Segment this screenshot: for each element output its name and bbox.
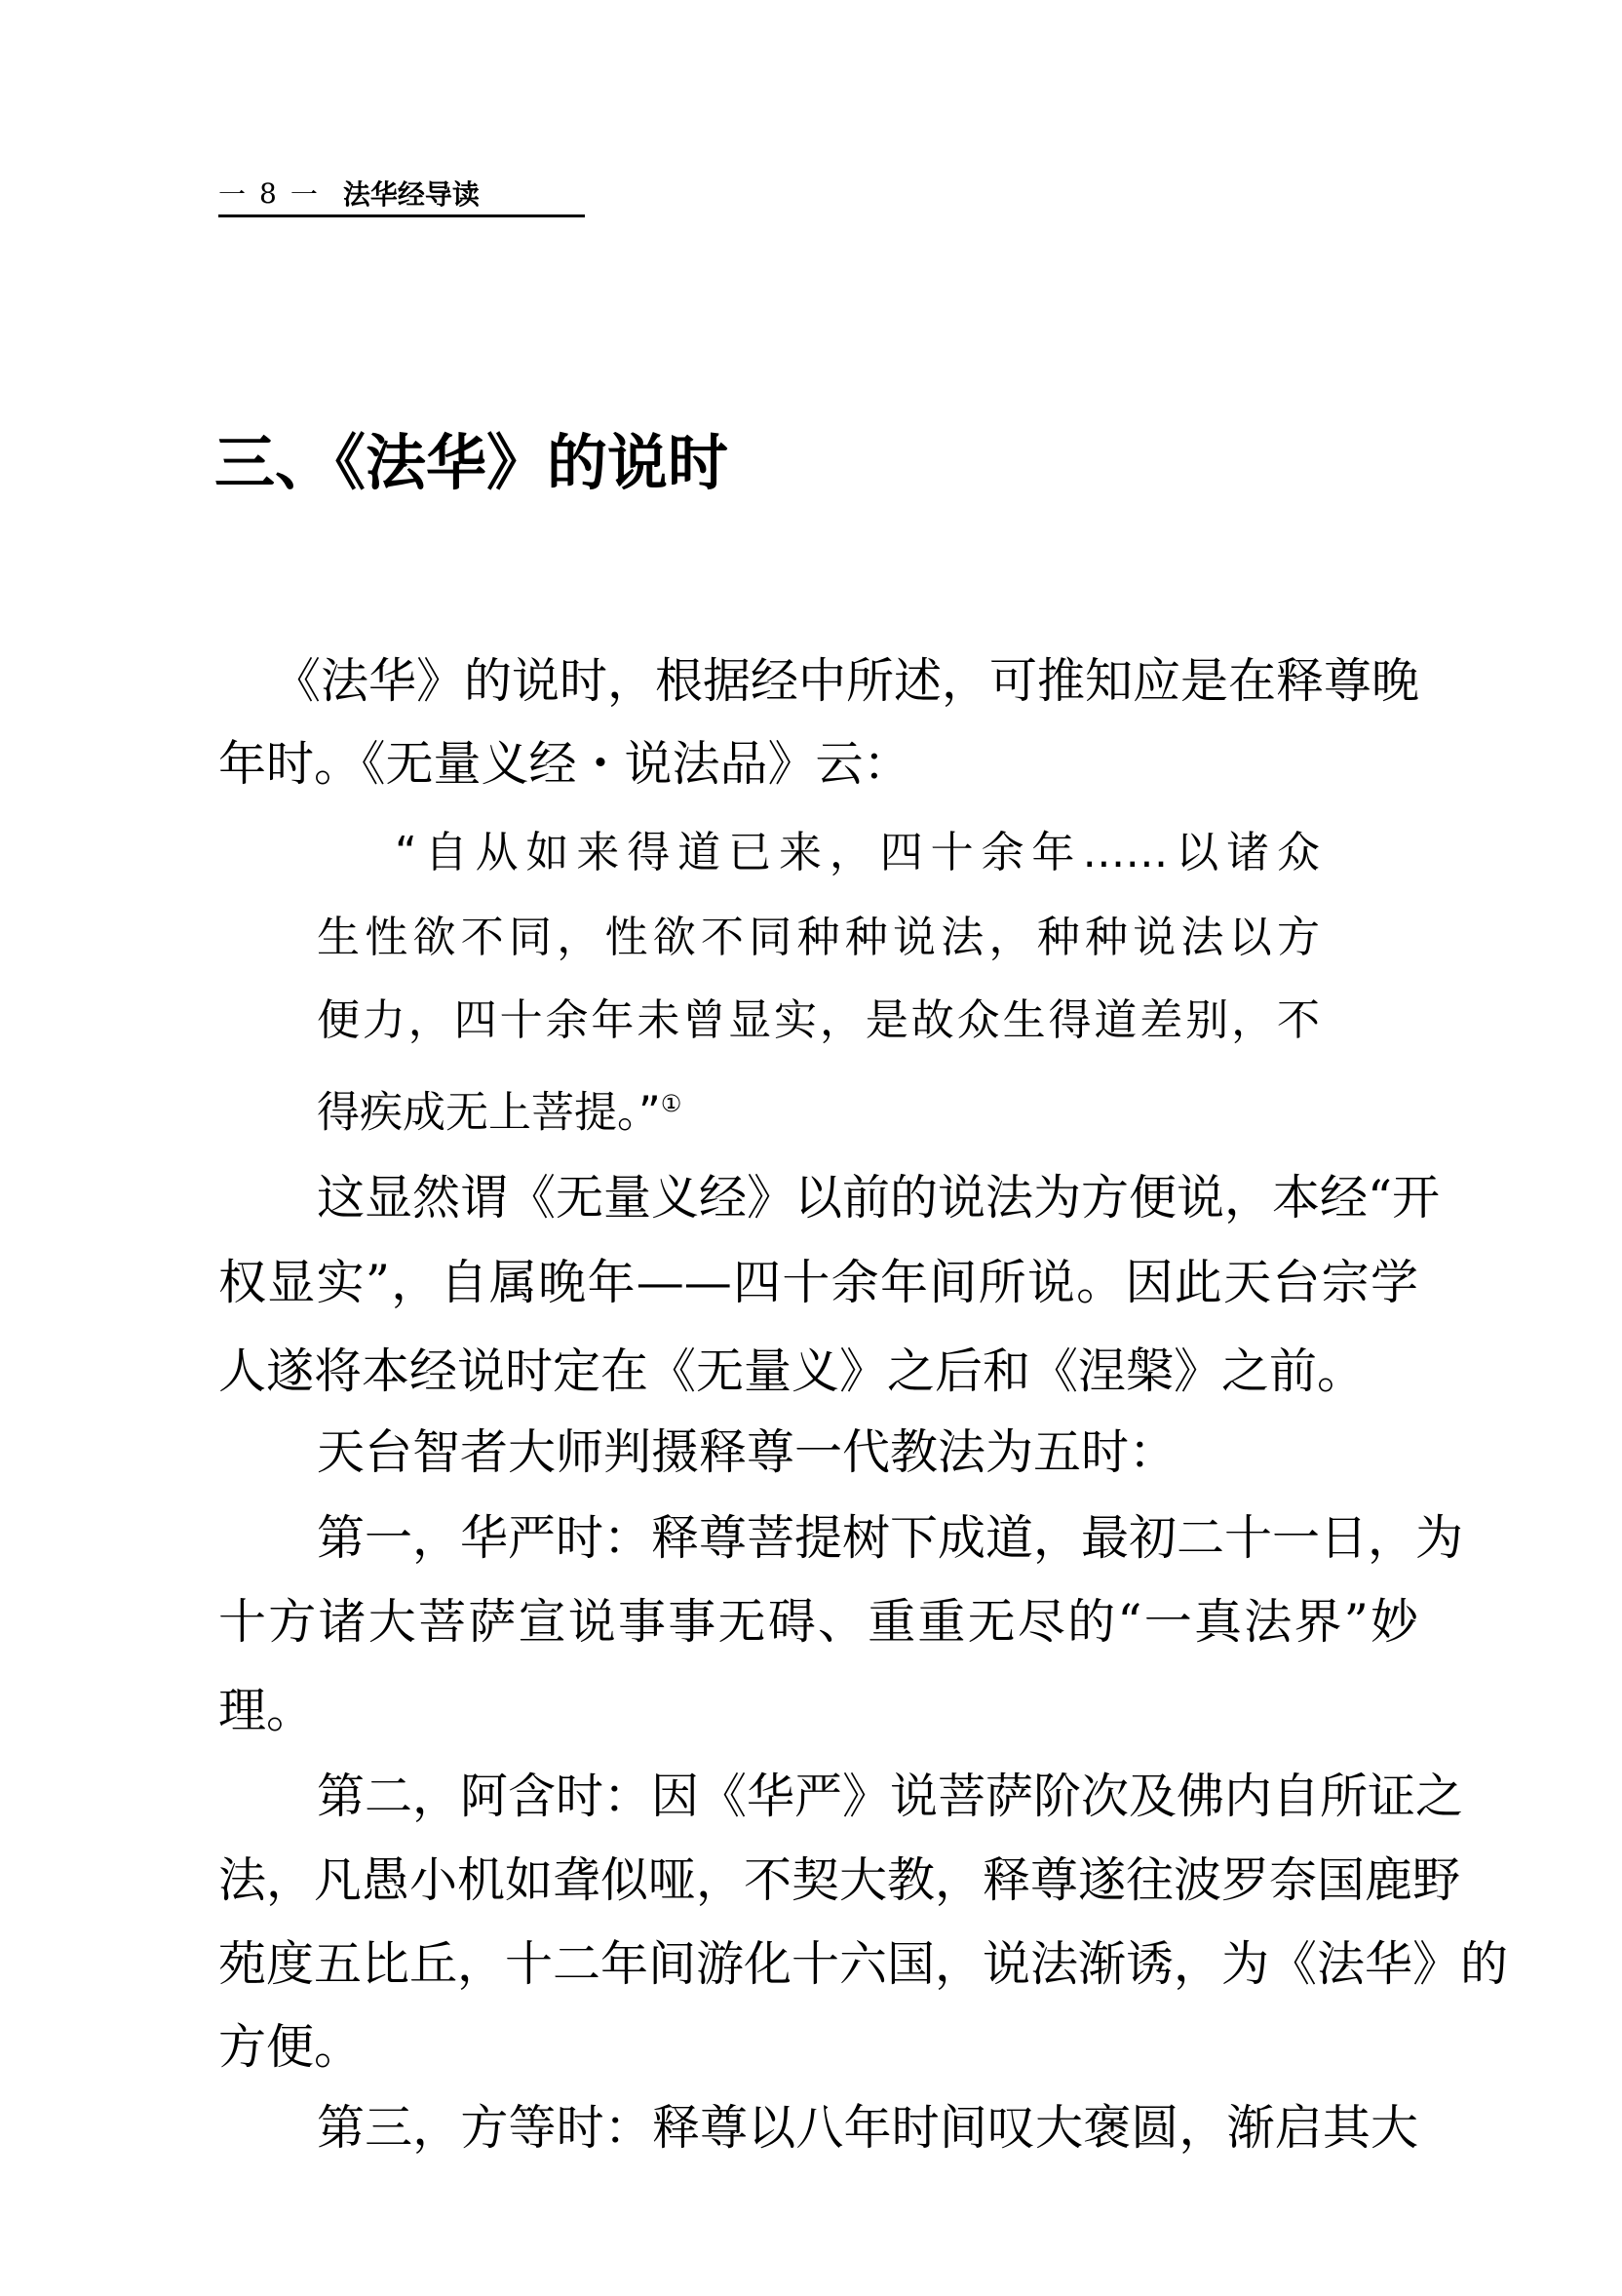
book-title: 法华经导读	[342, 178, 480, 211]
running-header	[218, 174, 583, 213]
body-line: 十方诸大菩萨宣说事事无碍、重重无尽的“一真法界”妙	[218, 1594, 1418, 1650]
body-line: 苑度五比丘，十二年间游化十六国，说法渐诱，为《法华》的	[218, 1936, 1509, 1992]
header-dash: 一	[218, 178, 247, 211]
footnote-marker: ①	[660, 1090, 682, 1117]
body-line: 法，凡愚小机如聋似哑，不契大教，释尊遂往波罗奈国鹿野	[218, 1852, 1461, 1908]
quote-text: 得疾成无上菩提。”	[317, 1087, 661, 1138]
body-line: 年时。《无量义经・说法品》云：	[218, 736, 911, 792]
body-line: 第一，华严时：释尊菩提树下成道，最初二十一日，为	[317, 1510, 1464, 1566]
body-line: 天台智者大师判摄释尊一代教法为五时：	[317, 1424, 1178, 1480]
body-line: 第三，方等时：释尊以八年时间叹大褒圆，渐启其大	[317, 2100, 1418, 2156]
body-line: 理。	[218, 1683, 315, 1738]
body-line: 第二，阿含时：因《华严》说菩萨阶次及佛内自所证之	[317, 1769, 1464, 1824]
body-line: 《法华》的说时，根据经中所述，可推知应是在释尊晚	[273, 653, 1420, 709]
body-line: 方便。	[218, 2019, 363, 2075]
header-dash: 一	[290, 178, 318, 211]
body-line: 人遂将本经说时定在《无量义》之后和《涅槃》之前。	[218, 1343, 1366, 1399]
body-line: 权显实”，自属晚年——四十余年间所说。因此天台宗学	[218, 1255, 1418, 1310]
page-number: 8	[259, 176, 277, 210]
quote-line: “自从如来得道已来，四十余年……以诸众	[395, 828, 1320, 877]
quote-line: 便力，四十余年未曾显实，是故众生得道差别，不	[317, 995, 1320, 1045]
body-line: 这显然谓《无量义经》以前的说法为方便说，本经“开	[317, 1170, 1441, 1226]
quote-line: 生性欲不同，性欲不同种种说法，种种说法以方	[317, 913, 1320, 962]
header-rule	[218, 214, 585, 217]
section-title: 三、《法华》的说时	[214, 427, 729, 498]
quote-line	[317, 1074, 682, 1138]
